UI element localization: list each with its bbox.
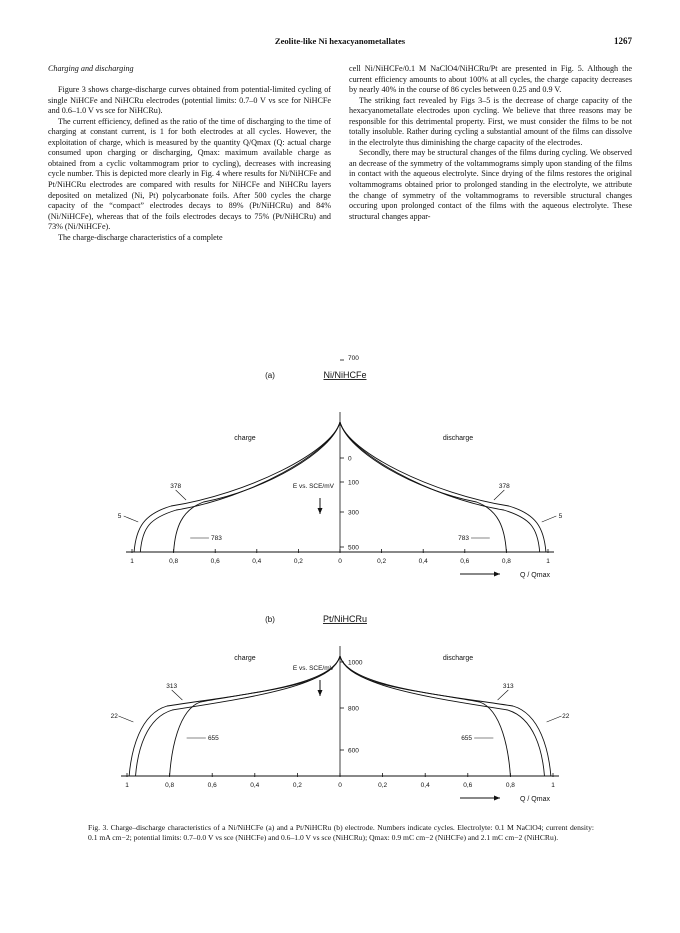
paragraph: The current efficiency, defined as the ratio of the time of discharging to the time of charging at constant current, is 1 for both electrodes at all cycles. However, the exploitation of charge, which is measured by the quantity Q/Qmax (Q: actual charge consumed upon charging or discharging, Qmax: maximum available charge as obtained from a cyclic voltammogram prior to cycling), decreases with increasing cycle number. This is depicted more clearly in Fig. 4 where results for Ni/NiHCFe and Pt/NiHCRu electrodes are compared with results for NiHCFe and NiHCRu layers deposited on metalized (Ni, Pt) polycarbonate foils. After 500 cycles the charge capacity of the “compact” electrodes decays to 89% (Pt/NiHCRu) and 84% (Ni/NiHCFe), whereas that of the foils electrodes decays to 75% (Pt/NiHCRu) and 73% (Ni/NiHCFe).	[48, 116, 331, 232]
x-tick-label: 0,4	[250, 782, 260, 789]
potential-axis-label: E vs. SCE/mV	[292, 665, 334, 672]
cycle-leader	[172, 690, 183, 700]
caption-text: Charge–discharge characteristics of a Ni/NiHCFe (a) and a Pt/NiHCRu (b) electrode. Numbers indicate cycles. Electrolyte: 0.1 M NaClO4; current density: 0.1 mA cm−2; potential limits: 0.7–0.0 V vs sce (NiHCFe) and 0.6–1.0 V vs sce (NiHCRu); Qmax: 0.9 mC cm−2 (NiHCFe) and 2.1 mC cm−2 (NiHCRu).	[88, 823, 594, 842]
x-tick-label: 0,6	[210, 558, 220, 565]
discharge-label: discharge	[442, 435, 474, 442]
charge-curve	[170, 656, 340, 776]
panel-label: (a)	[265, 371, 275, 380]
cycle-leader	[498, 690, 509, 700]
potential-arrowhead	[318, 508, 323, 514]
x-tick-label: 0,2	[377, 558, 387, 565]
left-column	[48, 64, 331, 243]
x-tick-label: 1	[130, 558, 134, 565]
page-number: 1267	[614, 36, 632, 46]
x-tick-label: 0,4	[420, 782, 430, 789]
potential-tick-label: 100	[348, 479, 359, 487]
x-tick-label: 1	[546, 558, 550, 565]
x-tick-label: 0,6	[463, 782, 473, 789]
x-tick-label: 0,4	[252, 558, 262, 565]
x-tick-label: 1	[551, 782, 555, 789]
cycle-leader	[547, 716, 562, 722]
x-tick-label: 0,8	[505, 782, 515, 789]
discharge-label: discharge	[442, 655, 474, 662]
x-tick-label: 0,6	[207, 782, 217, 789]
x-tick-label: 0	[338, 558, 342, 565]
x-tick-label: 0,2	[293, 558, 303, 565]
cycle-label: 313	[502, 683, 514, 690]
potential-tick-label: 800	[348, 705, 359, 713]
caption-label: Fig. 3.	[88, 823, 109, 832]
potential-tick-label: 600	[348, 747, 359, 755]
section-heading: Charging and discharging	[48, 64, 134, 73]
panel-title: Pt/NiHCRu	[322, 614, 368, 624]
x-tick-label: 0,8	[165, 782, 175, 789]
x-tick-label: 0	[338, 782, 342, 789]
figure-3	[40, 355, 640, 820]
x-axis-arrowhead	[494, 572, 500, 577]
cycle-label: 378	[498, 483, 510, 490]
cycle-label: 22	[562, 713, 570, 720]
potential-tick-label: 500	[348, 544, 359, 552]
x-tick-label: 1	[125, 782, 129, 789]
cycle-label: 655	[207, 735, 219, 742]
x-axis-label: Q / Qmax	[520, 796, 550, 803]
cycle-leader	[176, 490, 186, 500]
cycle-leader	[494, 490, 504, 500]
x-axis-arrowhead	[494, 796, 500, 801]
cycle-label: 313	[166, 683, 178, 690]
paragraph: Figure 3 shows charge-discharge curves obtained from potential-limited cycling of single NiHCFe and NiHCRu electrodes (potential limits: 0.7–0 V vs sce for NiHCFe and 0.6–1.0 V vs sce for NiHCRu).	[48, 85, 331, 116]
cycle-leader	[542, 516, 557, 522]
discharge-curve	[340, 422, 506, 552]
potential-tick-label: 700	[348, 355, 359, 362]
cycle-label: 655	[461, 735, 473, 742]
panel-title: Ni/NiHCFe	[323, 370, 367, 380]
cycle-label: 783	[458, 535, 469, 542]
page-header	[48, 36, 632, 50]
potential-tick-label: 300	[348, 509, 359, 517]
x-tick-label: 0,2	[378, 782, 388, 789]
cycle-leader	[118, 716, 133, 722]
discharge-curve	[340, 656, 510, 776]
paragraph: cell Ni/NiHCFe/0.1 M NaClO4/NiHCRu/Pt are presented in Fig. 5. Although the current efficiency amounts to about 100% at all cycles, the charge capacity decreases by nearly 40% in the course of 86 cycles between 0.25 and 0.9 V.	[349, 64, 632, 95]
charge-curve	[136, 656, 340, 776]
right-column	[349, 64, 632, 222]
cycle-label: 378	[170, 483, 182, 490]
potential-arrowhead	[318, 690, 323, 696]
running-title: Zeolite-like Ni hexacyanometallates	[274, 36, 406, 46]
paragraph: The charge-discharge characteristics of a complete	[58, 232, 223, 242]
x-tick-label: 0,8	[501, 558, 511, 565]
cycle-label: 5	[117, 513, 122, 520]
paragraph: Secondly, there may be structural changes of the films during cycling. We observed an decrease of the symmetry of the voltammograms simply upon standing of the films in contact with the aqueous electrolyte. Since drying of the films restores the original voltammograms obtained prior to prolonged standing in the electrolyte, we attribute the change of symmetry of the voltammograms to reversible structural changes occuring upon prolonged contact of the films with the aqueous electrolyte. These structural changes appar-	[349, 148, 632, 221]
potential-tick-label: 0	[348, 455, 352, 463]
potential-tick-label: 1000	[348, 659, 363, 667]
x-axis-label: Q / Qmax	[520, 572, 550, 579]
cycle-label: 22	[110, 713, 118, 720]
cycle-leader	[124, 516, 139, 522]
figure-3-graphic	[40, 355, 640, 820]
charge-label: charge	[234, 655, 256, 662]
x-tick-label: 0,2	[292, 782, 302, 789]
x-tick-label: 0,6	[460, 558, 470, 565]
cycle-label: 783	[211, 535, 222, 542]
charge-label: charge	[234, 435, 256, 442]
potential-axis-label: E vs. SCE/mV	[292, 483, 334, 490]
discharge-curve	[340, 656, 544, 776]
x-tick-label: 0,4	[418, 558, 428, 565]
cycle-label: 5	[558, 513, 563, 520]
x-tick-label: 0,8	[169, 558, 179, 565]
figure-caption	[88, 823, 594, 842]
paragraph: The striking fact revealed by Figs 3–5 is the decrease of charge capacity of the hexacyanometallate electrodes upon cycling. We believe that three reasons may be responsible for this detrimental property. First, we must consider the films to be not totally insoluble. Rather during cycling a substantial amount of the films can dissolve in the electrolyte thus diminishing the charge capacity of the electrodes.	[349, 95, 632, 147]
panel-label: (b)	[265, 615, 275, 624]
